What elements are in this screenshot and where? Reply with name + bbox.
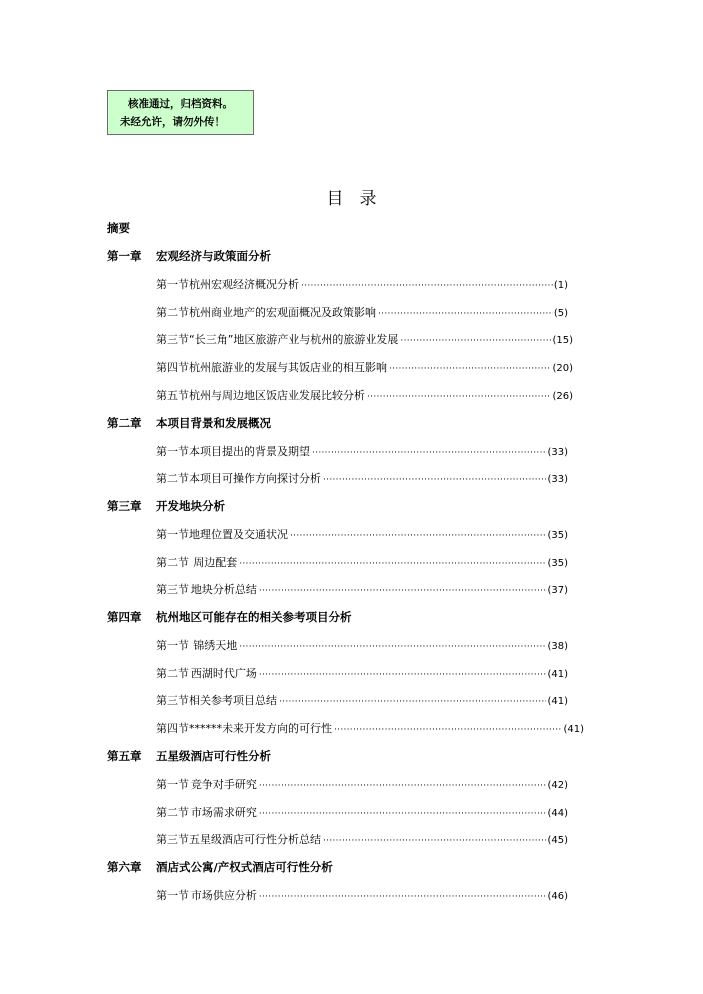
toc-section-entry[interactable] — [156, 692, 568, 708]
section-title: 五星级酒店可行性分析总结 — [189, 833, 321, 847]
section-number: 第一节 — [156, 278, 189, 291]
chapter-title: 本项目背景和发展概况 — [156, 415, 271, 430]
section-title: 市场需求研究 — [190, 805, 257, 819]
dot-leader — [400, 336, 551, 346]
section-title: 市场供应分析 — [190, 888, 257, 902]
page-number: (46) — [547, 890, 568, 902]
toc-section-entry[interactable] — [156, 887, 568, 903]
page-number: (41) — [563, 724, 584, 736]
section-title: 地块分析总结 — [190, 583, 257, 597]
toc-section-entry[interactable] — [156, 304, 568, 320]
page-number: (1) — [553, 280, 568, 291]
dot-leader — [301, 281, 553, 291]
page-number: (20) — [552, 363, 573, 375]
chapter-title: 五星级酒店可行性分析 — [156, 748, 271, 763]
dot-leader — [378, 309, 553, 319]
toc-section-entry[interactable] — [156, 665, 568, 681]
section-number: 第四节 — [156, 361, 189, 375]
dot-leader — [239, 642, 546, 652]
toc-section-entry[interactable] — [156, 331, 573, 347]
section-number: 第一节 — [156, 527, 189, 541]
abstract-label: 摘要 — [107, 221, 130, 235]
toc-section-entry[interactable] — [156, 776, 568, 792]
toc-chapter-heading[interactable] — [107, 498, 225, 514]
section-number: 第一节 — [156, 639, 189, 652]
toc-section-entry[interactable] — [156, 359, 573, 375]
toc-chapter-heading[interactable] — [107, 248, 271, 264]
toc-section-entry[interactable] — [156, 526, 568, 542]
toc-section-entry[interactable] — [156, 581, 568, 597]
dot-leader — [279, 697, 546, 707]
page-number: (33) — [547, 446, 568, 458]
toc-chapter-heading[interactable] — [107, 748, 271, 764]
section-title: 杭州旅游业的发展与其饭店业的相互影响 — [189, 361, 387, 375]
section-number: 第三节 — [156, 583, 189, 597]
section-title: 杭州商业地产的宏观面概况及政策影响 — [189, 305, 376, 319]
section-number: 第二节 — [156, 666, 189, 680]
toc-section-entry[interactable] — [156, 554, 568, 570]
toc-section-entry[interactable] — [156, 804, 568, 820]
page-number: (37) — [547, 585, 568, 597]
toc-section-entry[interactable] — [156, 637, 568, 653]
page-number: (33) — [547, 474, 568, 486]
chapter-title: 酒店式公寓/产权式酒店可行性分析 — [156, 859, 333, 874]
dot-leader — [259, 781, 547, 791]
page-number: (44) — [547, 807, 568, 819]
section-number: 第五节 — [156, 388, 189, 402]
section-title: 杭州宏观经济概况分析 — [189, 278, 299, 291]
page-number: (41) — [547, 668, 568, 680]
notice-line-2: 未经允许，请勿外传！ — [120, 116, 225, 128]
section-number: 第四节 — [156, 722, 189, 736]
chapter-number: 第六章 — [107, 859, 142, 874]
chapter-number: 第二章 — [107, 415, 142, 430]
toc-section-entry[interactable] — [156, 276, 568, 292]
dot-leader — [334, 725, 562, 735]
section-title: ******未来开发方向的可行性 — [189, 722, 332, 736]
section-title: 相关参考项目总结 — [189, 694, 277, 708]
chapter-number: 第一章 — [107, 249, 142, 263]
section-title: 周边配套 — [193, 555, 238, 569]
section-title: 本项目可操作方向探讨分析 — [189, 472, 321, 486]
dot-leader — [239, 559, 546, 569]
page-title: 目录 — [326, 189, 393, 209]
section-title: 竞争对手研究 — [190, 777, 257, 791]
dot-leader — [312, 448, 546, 458]
section-number: 第二节 — [156, 805, 189, 819]
dot-leader — [323, 475, 546, 485]
section-title: 锦绣天地 — [193, 639, 238, 652]
page-number: (35) — [547, 529, 568, 541]
section-title: 本项目提出的背景及期望 — [189, 444, 310, 458]
dot-leader — [259, 809, 547, 819]
section-number: 第三节 — [156, 833, 189, 847]
page-number: (15) — [552, 335, 573, 347]
toc-section-entry[interactable] — [156, 470, 568, 486]
toc-section-entry[interactable] — [156, 831, 568, 847]
page-number: (45) — [547, 835, 568, 847]
section-number: 第二节 — [156, 305, 189, 319]
dot-leader — [323, 836, 546, 846]
page-number: (26) — [552, 390, 573, 402]
page-number: (5) — [553, 307, 568, 319]
page-number: (38) — [547, 641, 568, 652]
section-number: 第一节 — [156, 444, 189, 458]
dot-leader — [259, 670, 547, 680]
toc-section-entry[interactable] — [156, 720, 584, 736]
section-number: 第三节 — [156, 333, 189, 347]
dot-leader — [290, 531, 546, 541]
chapter-number: 第四章 — [107, 610, 142, 624]
notice-line-1: 核准通过，归档资料。 — [128, 98, 233, 110]
page-number: (35) — [547, 557, 568, 569]
section-number: 第一节 — [156, 777, 189, 791]
section-number: 第三节 — [156, 694, 189, 708]
page-number: (41) — [547, 696, 568, 708]
toc-chapter-heading[interactable] — [107, 609, 352, 625]
section-title: 杭州与周边地区饭店业发展比较分析 — [189, 388, 365, 402]
chapter-number: 第三章 — [107, 498, 142, 513]
toc-abstract[interactable] — [107, 220, 130, 236]
section-number: 第一节 — [156, 888, 189, 902]
section-number: 第二节 — [156, 472, 189, 486]
section-title: “长三角”地区旅游产业与杭州的旅游业发展 — [189, 333, 399, 347]
section-title: 地理位置及交通状况 — [189, 527, 288, 541]
dot-leader — [367, 392, 551, 402]
dot-leader — [389, 364, 551, 374]
chapter-number: 第五章 — [107, 748, 142, 763]
chapter-title: 开发地块分析 — [156, 498, 225, 513]
section-title: 西湖时代广场 — [190, 666, 257, 680]
toc-chapter-heading[interactable] — [107, 415, 271, 431]
toc-chapter-heading[interactable] — [107, 859, 333, 875]
toc-section-entry[interactable] — [156, 387, 573, 403]
dot-leader — [259, 586, 547, 596]
page-number: (42) — [547, 779, 568, 791]
toc-section-entry[interactable] — [156, 443, 568, 459]
section-number: 第二节 — [156, 555, 189, 569]
chapter-title: 宏观经济与政策面分析 — [156, 249, 271, 263]
chapter-title: 杭州地区可能存在的相关参考项目分析 — [156, 610, 352, 624]
dot-leader — [259, 892, 547, 902]
